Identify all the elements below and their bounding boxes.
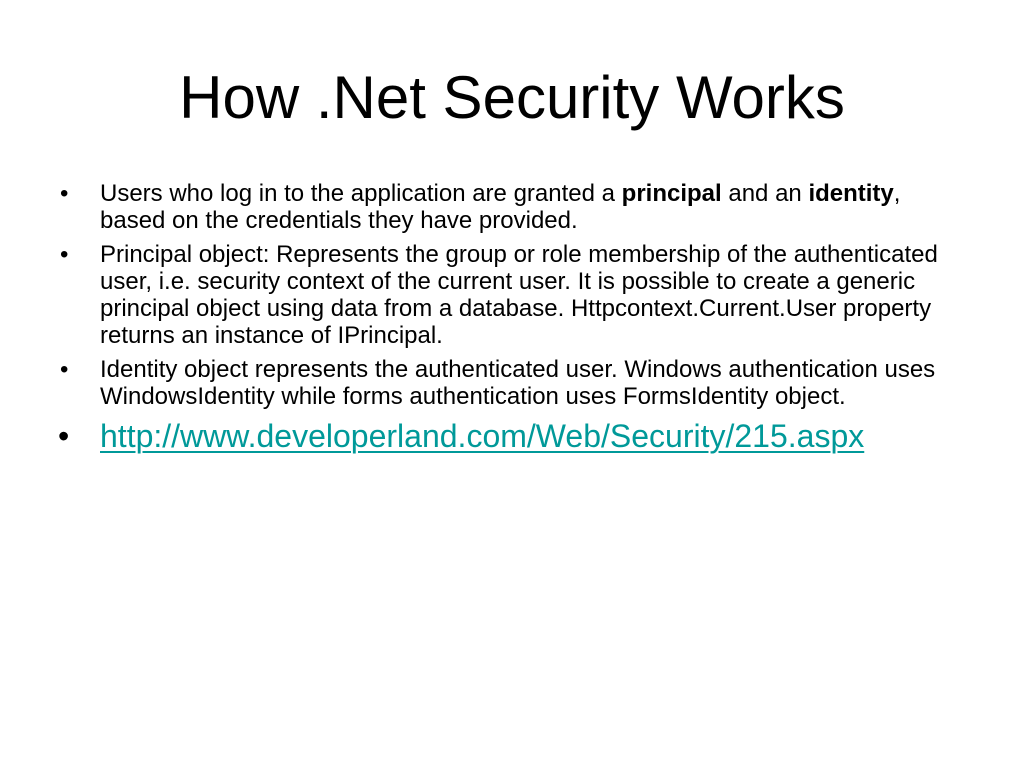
bullet-text-part: and an xyxy=(721,180,809,207)
slide-title: How .Net Security Works xyxy=(179,64,845,131)
bullet-principal-object xyxy=(0,241,1024,349)
bullet-text xyxy=(100,180,900,234)
bullet-text-part: Users who log in to the application are granted a xyxy=(100,180,622,207)
bullet-text: Principal object: Represents the group or role membership of the authenticated user, i.e. security context of the current user. It is possible to create a generic principal object using data from a database. Httpcontext.Current.User property returns an instance of IPrincipal. xyxy=(100,241,938,349)
bullet-text-part: , based on the credentials they have provided. xyxy=(100,180,901,234)
bullet-marker: • xyxy=(60,356,69,383)
bullet-principal-identity xyxy=(0,180,1024,234)
bullet-marker: • xyxy=(60,180,69,207)
bold-term-principal: principal xyxy=(621,180,722,207)
bold-term-identity: identity xyxy=(808,180,894,207)
bullet-text: Identity object represents the authenticated user. Windows authentication uses WindowsIdentity while forms authentication uses FormsIdentity object. xyxy=(100,356,936,410)
bullet-marker: • xyxy=(58,418,70,454)
bullet-list xyxy=(0,180,1024,462)
bullet-marker: • xyxy=(60,241,69,268)
bullet-identity-object xyxy=(0,356,1024,410)
bullet-reference-link xyxy=(0,418,1024,455)
reference-link[interactable]: http://www.developerland.com/Web/Security/215.aspx xyxy=(100,418,865,454)
